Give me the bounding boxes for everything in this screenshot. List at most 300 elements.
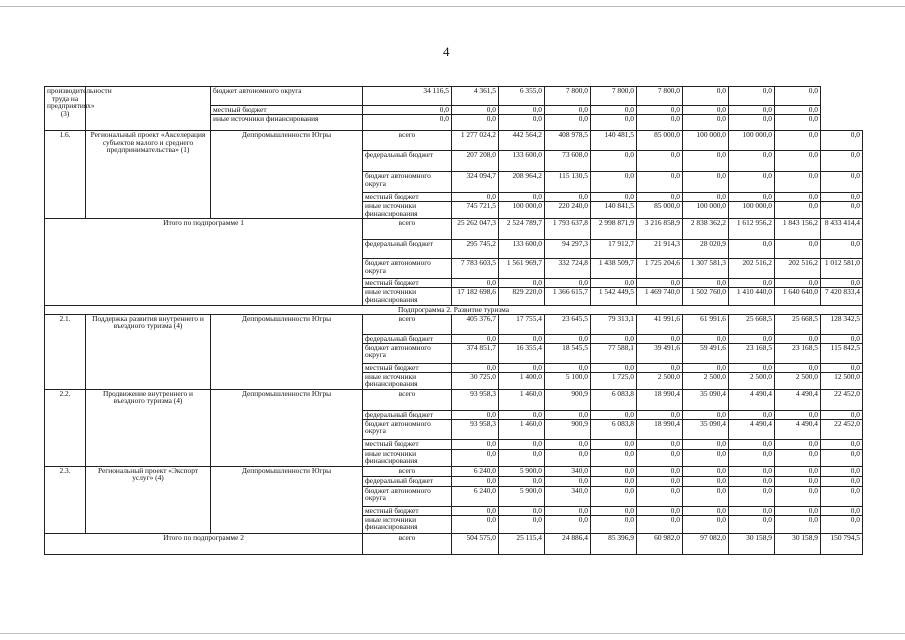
table-cell: 0,0 xyxy=(729,172,775,193)
table-cell: бюджет автономного округа xyxy=(363,259,452,279)
table-cell: 0,0 xyxy=(683,486,729,506)
table-cell: 0,0 xyxy=(452,476,499,486)
table-cell: 0,0 xyxy=(591,279,637,288)
table-cell: 0,0 xyxy=(775,172,821,193)
table-cell: 0,0 xyxy=(591,106,637,115)
table-cell: 0,0 xyxy=(775,506,821,515)
table-cell: 0,0 xyxy=(821,279,863,288)
table-cell: Региональный проект «Экспорт услуг» (4) xyxy=(86,466,211,533)
table-cell: 0,0 xyxy=(821,410,863,419)
table-cell: 1.6. xyxy=(45,131,86,219)
table-cell: Поддержка развития внутреннего и въездного туризма (4) xyxy=(86,314,211,389)
table-cell: 0,0 xyxy=(775,193,821,202)
table-cell: 0,0 xyxy=(821,449,863,466)
table-cell: 0,0 xyxy=(729,449,775,466)
table-cell: федеральный бюджет xyxy=(363,476,452,486)
table-cell: 0,0 xyxy=(775,240,821,259)
table-cell: 220 240,0 xyxy=(545,202,591,219)
table-cell: 0,0 xyxy=(591,363,637,372)
table-cell: 340,0 xyxy=(545,466,591,476)
table-cell: 0,0 xyxy=(821,363,863,372)
table-cell: 208 964,2 xyxy=(499,172,545,193)
table-cell: 0,0 xyxy=(683,193,729,202)
page-number: 4 xyxy=(443,44,450,59)
table-cell: 18 990,4 xyxy=(637,419,683,439)
table-cell: 12 500,0 xyxy=(821,372,863,389)
table-row xyxy=(45,131,863,151)
table-cell: 35 090,4 xyxy=(683,419,729,439)
table-cell: федеральный бюджет xyxy=(363,334,452,343)
table-cell: иные источники финансирования xyxy=(211,115,363,131)
table-cell: 0,0 xyxy=(821,486,863,506)
table-cell: 207 208,0 xyxy=(452,151,499,172)
table-cell: 0,0 xyxy=(499,363,545,372)
table-cell: 900,9 xyxy=(545,389,591,410)
table-cell: Региональный проект «Акселерация субъектов малого и среднего предпринимательства» (1) xyxy=(86,131,211,219)
table-cell: 0,0 xyxy=(591,334,637,343)
table-cell: 0,0 xyxy=(683,334,729,343)
table-cell: 0,0 xyxy=(683,439,729,449)
table-cell: 0,0 xyxy=(591,151,637,172)
table-cell: 0,0 xyxy=(591,466,637,476)
table-cell: 30 725,0 xyxy=(452,372,499,389)
table-cell: 0,0 xyxy=(729,486,775,506)
table-cell: 93 958,3 xyxy=(452,419,499,439)
table-cell: 2 500,0 xyxy=(729,372,775,389)
table-cell: 0,0 xyxy=(729,193,775,202)
table-cell: 0,0 xyxy=(545,476,591,486)
table-cell: 374 851,7 xyxy=(452,343,499,363)
table-cell: 79 313,1 xyxy=(591,314,637,334)
table-cell: 0,0 xyxy=(729,106,775,115)
table-cell: 408 978,5 xyxy=(545,131,591,151)
table-cell: 0,0 xyxy=(775,115,821,131)
table-cell: 140 481,5 xyxy=(591,131,637,151)
table-cell: 23 168,5 xyxy=(775,343,821,363)
table-cell: 2.1. xyxy=(45,314,86,389)
table-cell: 25 668,5 xyxy=(775,314,821,334)
table-cell: 0,0 xyxy=(775,515,821,533)
scan-edge-bottom xyxy=(0,633,905,634)
table-cell: 0,0 xyxy=(452,334,499,343)
table-cell: 0,0 xyxy=(591,476,637,486)
table-cell: 0,0 xyxy=(683,279,729,288)
table-cell: 23 645,5 xyxy=(545,314,591,334)
table-cell: 0,0 xyxy=(729,87,775,106)
table-cell: 5 900,0 xyxy=(499,466,545,476)
table-cell: 1 307 581,3 xyxy=(683,259,729,279)
table-cell: 100 000,0 xyxy=(683,131,729,151)
table-cell: 0,0 xyxy=(775,476,821,486)
table-cell: иные источники финансирования xyxy=(363,288,452,306)
table-cell: 745 721,5 xyxy=(452,202,499,219)
table-cell: 22 452,0 xyxy=(821,419,863,439)
table-cell: 2 524 789,7 xyxy=(499,219,545,240)
table-cell: 324 094,7 xyxy=(452,172,499,193)
table-cell: 0,0 xyxy=(545,449,591,466)
table-cell: 8 433 414,4 xyxy=(821,219,863,240)
table-cell: 0,0 xyxy=(683,476,729,486)
table-cell: 30 158,9 xyxy=(775,533,821,554)
table-cell: 0,0 xyxy=(637,486,683,506)
table-cell: 1 469 740,0 xyxy=(637,288,683,306)
table-cell: 1 438 509,7 xyxy=(591,259,637,279)
table-cell: 0,0 xyxy=(729,439,775,449)
table-cell: всего xyxy=(363,466,452,476)
table-cell: 30 158,9 xyxy=(729,533,775,554)
table-cell: 100 000,0 xyxy=(683,202,729,219)
table-cell: 0,0 xyxy=(499,476,545,486)
table-cell: 0,0 xyxy=(683,106,729,115)
table-cell: 829 220,0 xyxy=(499,288,545,306)
table-cell: 0,0 xyxy=(545,363,591,372)
table-cell: 0,0 xyxy=(452,279,499,288)
table-cell: 0,0 xyxy=(363,115,452,131)
table-cell: федеральный бюджет xyxy=(363,240,452,259)
table-cell: 25 262 047,3 xyxy=(452,219,499,240)
table-cell: 25 668,5 xyxy=(729,314,775,334)
table-cell: 0,0 xyxy=(775,279,821,288)
table-cell: 295 745,2 xyxy=(452,240,499,259)
table-cell: 3 216 858,9 xyxy=(637,219,683,240)
table-cell: 6 083,8 xyxy=(591,419,637,439)
table-cell: бюджет автономного округа xyxy=(211,87,363,106)
table-cell: 0,0 xyxy=(821,506,863,515)
table-cell: 0,0 xyxy=(591,515,637,533)
table-cell: 41 991,6 xyxy=(637,314,683,334)
table-cell: 17 755,4 xyxy=(499,314,545,334)
table-cell: 85 000,0 xyxy=(637,131,683,151)
table-cell: 0,0 xyxy=(499,449,545,466)
table-cell: местный бюджет xyxy=(363,506,452,515)
table-cell: 0,0 xyxy=(821,240,863,259)
table-cell: 0,0 xyxy=(821,439,863,449)
table-cell: 0,0 xyxy=(637,466,683,476)
table-cell: 18 545,5 xyxy=(545,343,591,363)
table-cell: 150 794,5 xyxy=(821,533,863,554)
table-cell: 4 361,5 xyxy=(452,87,499,106)
table-cell: 0,0 xyxy=(775,87,821,106)
table-cell: 115 842,5 xyxy=(821,343,863,363)
table-cell: 1 542 449,5 xyxy=(591,288,637,306)
table-cell: 0,0 xyxy=(499,115,545,131)
table-cell: 115 130,5 xyxy=(545,172,591,193)
table-cell: 0,0 xyxy=(637,363,683,372)
table-cell: 1 725 204,6 xyxy=(637,259,683,279)
table-cell: 1 460,0 xyxy=(499,389,545,410)
table-cell: 0,0 xyxy=(591,115,637,131)
table-cell: 2 998 871,9 xyxy=(591,219,637,240)
table-cell: 0,0 xyxy=(637,172,683,193)
table-cell: 100 000,0 xyxy=(729,202,775,219)
table-cell: иные источники финансирования xyxy=(363,202,452,219)
table-cell: 1 460,0 xyxy=(499,419,545,439)
table-cell: 0,0 xyxy=(821,515,863,533)
table-cell: 85 000,0 xyxy=(637,202,683,219)
table-cell: бюджет автономного округа xyxy=(363,486,452,506)
table-cell: 442 564,2 xyxy=(499,131,545,151)
table-cell: местный бюджет xyxy=(211,106,363,115)
table-cell: 0,0 xyxy=(452,506,499,515)
table-cell: 0,0 xyxy=(637,515,683,533)
table-cell: всего xyxy=(363,533,452,554)
table-row xyxy=(45,533,863,554)
table-cell: 0,0 xyxy=(637,476,683,486)
table-cell: 4 490,4 xyxy=(729,419,775,439)
table-cell: иные источники финансирования xyxy=(363,515,452,533)
table-cell: 0,0 xyxy=(729,410,775,419)
table-cell: 1 612 956,2 xyxy=(729,219,775,240)
table-cell: 1 410 440,0 xyxy=(729,288,775,306)
table-cell: Деппромышленности Югры xyxy=(211,314,363,389)
table-cell: иные источники финансирования xyxy=(363,372,452,389)
table-cell: 1 366 615,7 xyxy=(545,288,591,306)
table-cell: 140 841,5 xyxy=(591,202,637,219)
table-cell: 0,0 xyxy=(452,449,499,466)
table-cell: 202 516,2 xyxy=(775,259,821,279)
table-cell: 100 000,0 xyxy=(499,202,545,219)
table-cell: 5 100,0 xyxy=(545,372,591,389)
table-cell: 0,0 xyxy=(775,131,821,151)
table-cell: 0,0 xyxy=(683,363,729,372)
table-cell: 0,0 xyxy=(499,410,545,419)
table-cell: 0,0 xyxy=(545,439,591,449)
table-cell: 0,0 xyxy=(821,151,863,172)
table-cell: 0,0 xyxy=(591,486,637,506)
table-cell: 0,0 xyxy=(545,193,591,202)
table-cell: 0,0 xyxy=(545,515,591,533)
table-cell: Деппромышленности Югры xyxy=(211,466,363,533)
table-cell: 0,0 xyxy=(683,115,729,131)
table-cell: местный бюджет xyxy=(363,439,452,449)
table-cell: 0,0 xyxy=(545,279,591,288)
table-cell: 6 240,0 xyxy=(452,466,499,476)
table-cell: 1 725,0 xyxy=(591,372,637,389)
table-cell: 0,0 xyxy=(775,449,821,466)
table-row xyxy=(45,219,863,240)
table-cell: 0,0 xyxy=(637,439,683,449)
table-cell: 34 116,5 xyxy=(363,87,452,106)
table-cell: 60 982,0 xyxy=(637,533,683,554)
table-cell: 5 900,0 xyxy=(499,486,545,506)
table-cell: Итого по подпрограмме 1 xyxy=(45,219,363,306)
table-cell: федеральный бюджет xyxy=(363,410,452,419)
table-cell: 0,0 xyxy=(683,87,729,106)
table-cell: 0,0 xyxy=(452,515,499,533)
table-cell: 2.2. xyxy=(45,389,86,466)
table-row xyxy=(45,87,863,106)
table-cell: Подпрограмма 2. Развитие туризма xyxy=(45,306,863,315)
table-cell: 1 843 156,2 xyxy=(775,219,821,240)
table-cell: 77 588,1 xyxy=(591,343,637,363)
table-cell: 504 575,0 xyxy=(452,533,499,554)
table-cell: 1 400,0 xyxy=(499,372,545,389)
budget-table-body xyxy=(45,87,863,555)
table-cell: 0,0 xyxy=(821,466,863,476)
table-cell: 4 490,4 xyxy=(775,419,821,439)
table-cell: 0,0 xyxy=(637,410,683,419)
table-cell: 73 608,0 xyxy=(545,151,591,172)
table-cell: всего xyxy=(363,131,452,151)
table-cell: 59 491,6 xyxy=(683,343,729,363)
table-cell: 17 912,7 xyxy=(591,240,637,259)
table-cell: 0,0 xyxy=(591,172,637,193)
table-cell: 18 990,4 xyxy=(637,389,683,410)
table-cell: 0,0 xyxy=(452,410,499,419)
table-cell: 0,0 xyxy=(452,193,499,202)
table-cell: 100 000,0 xyxy=(729,131,775,151)
table-cell: 0,0 xyxy=(683,466,729,476)
table-cell: всего xyxy=(363,389,452,410)
table-cell: 0,0 xyxy=(775,202,821,219)
table-cell: 61 991,6 xyxy=(683,314,729,334)
table-cell: 0,0 xyxy=(821,476,863,486)
table-cell: местный бюджет xyxy=(363,363,452,372)
table-cell: 0,0 xyxy=(775,334,821,343)
table-cell: всего xyxy=(363,314,452,334)
table-cell: 0,0 xyxy=(729,515,775,533)
table-cell: 24 886,4 xyxy=(545,533,591,554)
table-cell: 2 500,0 xyxy=(775,372,821,389)
table-cell: 0,0 xyxy=(683,151,729,172)
table-cell: 7 800,0 xyxy=(591,87,637,106)
table-cell: 0,0 xyxy=(637,279,683,288)
table-row xyxy=(45,306,863,315)
table-cell: 0,0 xyxy=(591,193,637,202)
table-cell: 0,0 xyxy=(821,131,863,151)
table-cell: местный бюджет xyxy=(363,279,452,288)
table-cell: бюджет автономного округа xyxy=(363,343,452,363)
table-cell: 0,0 xyxy=(499,193,545,202)
table-cell: 340,0 xyxy=(545,486,591,506)
table-cell: 0,0 xyxy=(363,106,452,115)
table-cell: 93 958,3 xyxy=(452,389,499,410)
table-cell: 2 500,0 xyxy=(637,372,683,389)
table-cell: 6 240,0 xyxy=(452,486,499,506)
table-cell: 0,0 xyxy=(821,193,863,202)
table-cell: 94 297,3 xyxy=(545,240,591,259)
table-cell: 0,0 xyxy=(452,115,499,131)
table-cell: 0,0 xyxy=(775,410,821,419)
table-cell: Деппромышленности Югры xyxy=(211,389,363,466)
table-cell: 6 083,8 xyxy=(591,389,637,410)
table-cell: 7 783 603,5 xyxy=(452,259,499,279)
table-cell: 0,0 xyxy=(637,193,683,202)
table-cell: 0,0 xyxy=(545,334,591,343)
table-cell: 0,0 xyxy=(637,449,683,466)
table-cell: 0,0 xyxy=(729,334,775,343)
table-cell: 0,0 xyxy=(591,449,637,466)
table-row xyxy=(45,466,863,476)
table-cell: 0,0 xyxy=(729,115,775,131)
table-cell: 23 168,5 xyxy=(729,343,775,363)
table-cell: 0,0 xyxy=(683,410,729,419)
table-cell: 0,0 xyxy=(729,506,775,515)
table-cell: 1 793 637,8 xyxy=(545,219,591,240)
table-cell: 900,9 xyxy=(545,419,591,439)
table-cell: 0,0 xyxy=(729,476,775,486)
table-cell: 332 724,8 xyxy=(545,259,591,279)
table-cell: 35 090,4 xyxy=(683,389,729,410)
table-cell: 0,0 xyxy=(499,515,545,533)
table-cell: 0,0 xyxy=(775,439,821,449)
table-cell: 7 800,0 xyxy=(545,87,591,106)
table-cell: 7 800,0 xyxy=(637,87,683,106)
table-cell: 0,0 xyxy=(545,115,591,131)
table-cell: 0,0 xyxy=(821,172,863,193)
table-cell: 2 838 362,2 xyxy=(683,219,729,240)
table-cell: 0,0 xyxy=(545,506,591,515)
table-cell: 0,0 xyxy=(499,439,545,449)
table-cell: 4 490,4 xyxy=(729,389,775,410)
table-cell: 0,0 xyxy=(729,363,775,372)
table-cell: 0,0 xyxy=(775,106,821,115)
table-cell: 0,0 xyxy=(499,106,545,115)
table-cell: 0,0 xyxy=(729,240,775,259)
table-cell: 0,0 xyxy=(683,172,729,193)
table-cell: 0,0 xyxy=(637,115,683,131)
table-cell: 1 561 969,7 xyxy=(499,259,545,279)
table-cell: 17 182 698,6 xyxy=(452,288,499,306)
table-cell: 133 600,0 xyxy=(499,240,545,259)
table-cell: 202 516,2 xyxy=(729,259,775,279)
table-cell: 1 502 760,0 xyxy=(683,288,729,306)
table-cell: 0,0 xyxy=(545,410,591,419)
table-cell: производительности труда на предприятиях» (3) xyxy=(45,87,86,131)
table-cell: 2 500,0 xyxy=(683,372,729,389)
table-cell: 128 342,5 xyxy=(821,314,863,334)
table-cell: 22 452,0 xyxy=(821,389,863,410)
table-cell: 0,0 xyxy=(729,151,775,172)
table-cell: 97 082,0 xyxy=(683,533,729,554)
table-cell: 0,0 xyxy=(775,486,821,506)
table-row xyxy=(45,389,863,410)
table-cell: 0,0 xyxy=(821,334,863,343)
table-cell: 6 355,0 xyxy=(499,87,545,106)
table-cell: 0,0 xyxy=(637,151,683,172)
table-cell: бюджет автономного округа xyxy=(363,172,452,193)
table-cell: 0,0 xyxy=(729,279,775,288)
table-cell: федеральный бюджет xyxy=(363,151,452,172)
table-cell: 0,0 xyxy=(821,202,863,219)
table-cell: 1 012 581,0 xyxy=(821,259,863,279)
table-cell: 1 277 024,2 xyxy=(452,131,499,151)
budget-table xyxy=(44,86,863,555)
table-cell: 0,0 xyxy=(591,410,637,419)
table-cell: 0,0 xyxy=(452,363,499,372)
table-cell: 0,0 xyxy=(499,334,545,343)
table-cell: 85 396,9 xyxy=(591,533,637,554)
table-cell: 2.3. xyxy=(45,466,86,533)
table-cell: 0,0 xyxy=(452,106,499,115)
table-cell: 0,0 xyxy=(683,506,729,515)
table-cell: 0,0 xyxy=(637,506,683,515)
table-cell: 25 115,4 xyxy=(499,533,545,554)
table-cell: иные источники финансирования xyxy=(363,449,452,466)
table-cell: 0,0 xyxy=(637,334,683,343)
table-cell: Продвижение внутреннего и въездного туризма (4) xyxy=(86,389,211,466)
table-cell: 16 355,4 xyxy=(499,343,545,363)
table-cell: 0,0 xyxy=(637,106,683,115)
table-cell: 0,0 xyxy=(775,363,821,372)
table-cell: 0,0 xyxy=(499,506,545,515)
table-cell: бюджет автономного округа xyxy=(363,419,452,439)
table-cell: местный бюджет xyxy=(363,193,452,202)
table-cell: 0,0 xyxy=(683,449,729,466)
table-cell: 1 640 640,0 xyxy=(775,288,821,306)
table-cell: 0,0 xyxy=(452,439,499,449)
table-cell: 21 914,3 xyxy=(637,240,683,259)
